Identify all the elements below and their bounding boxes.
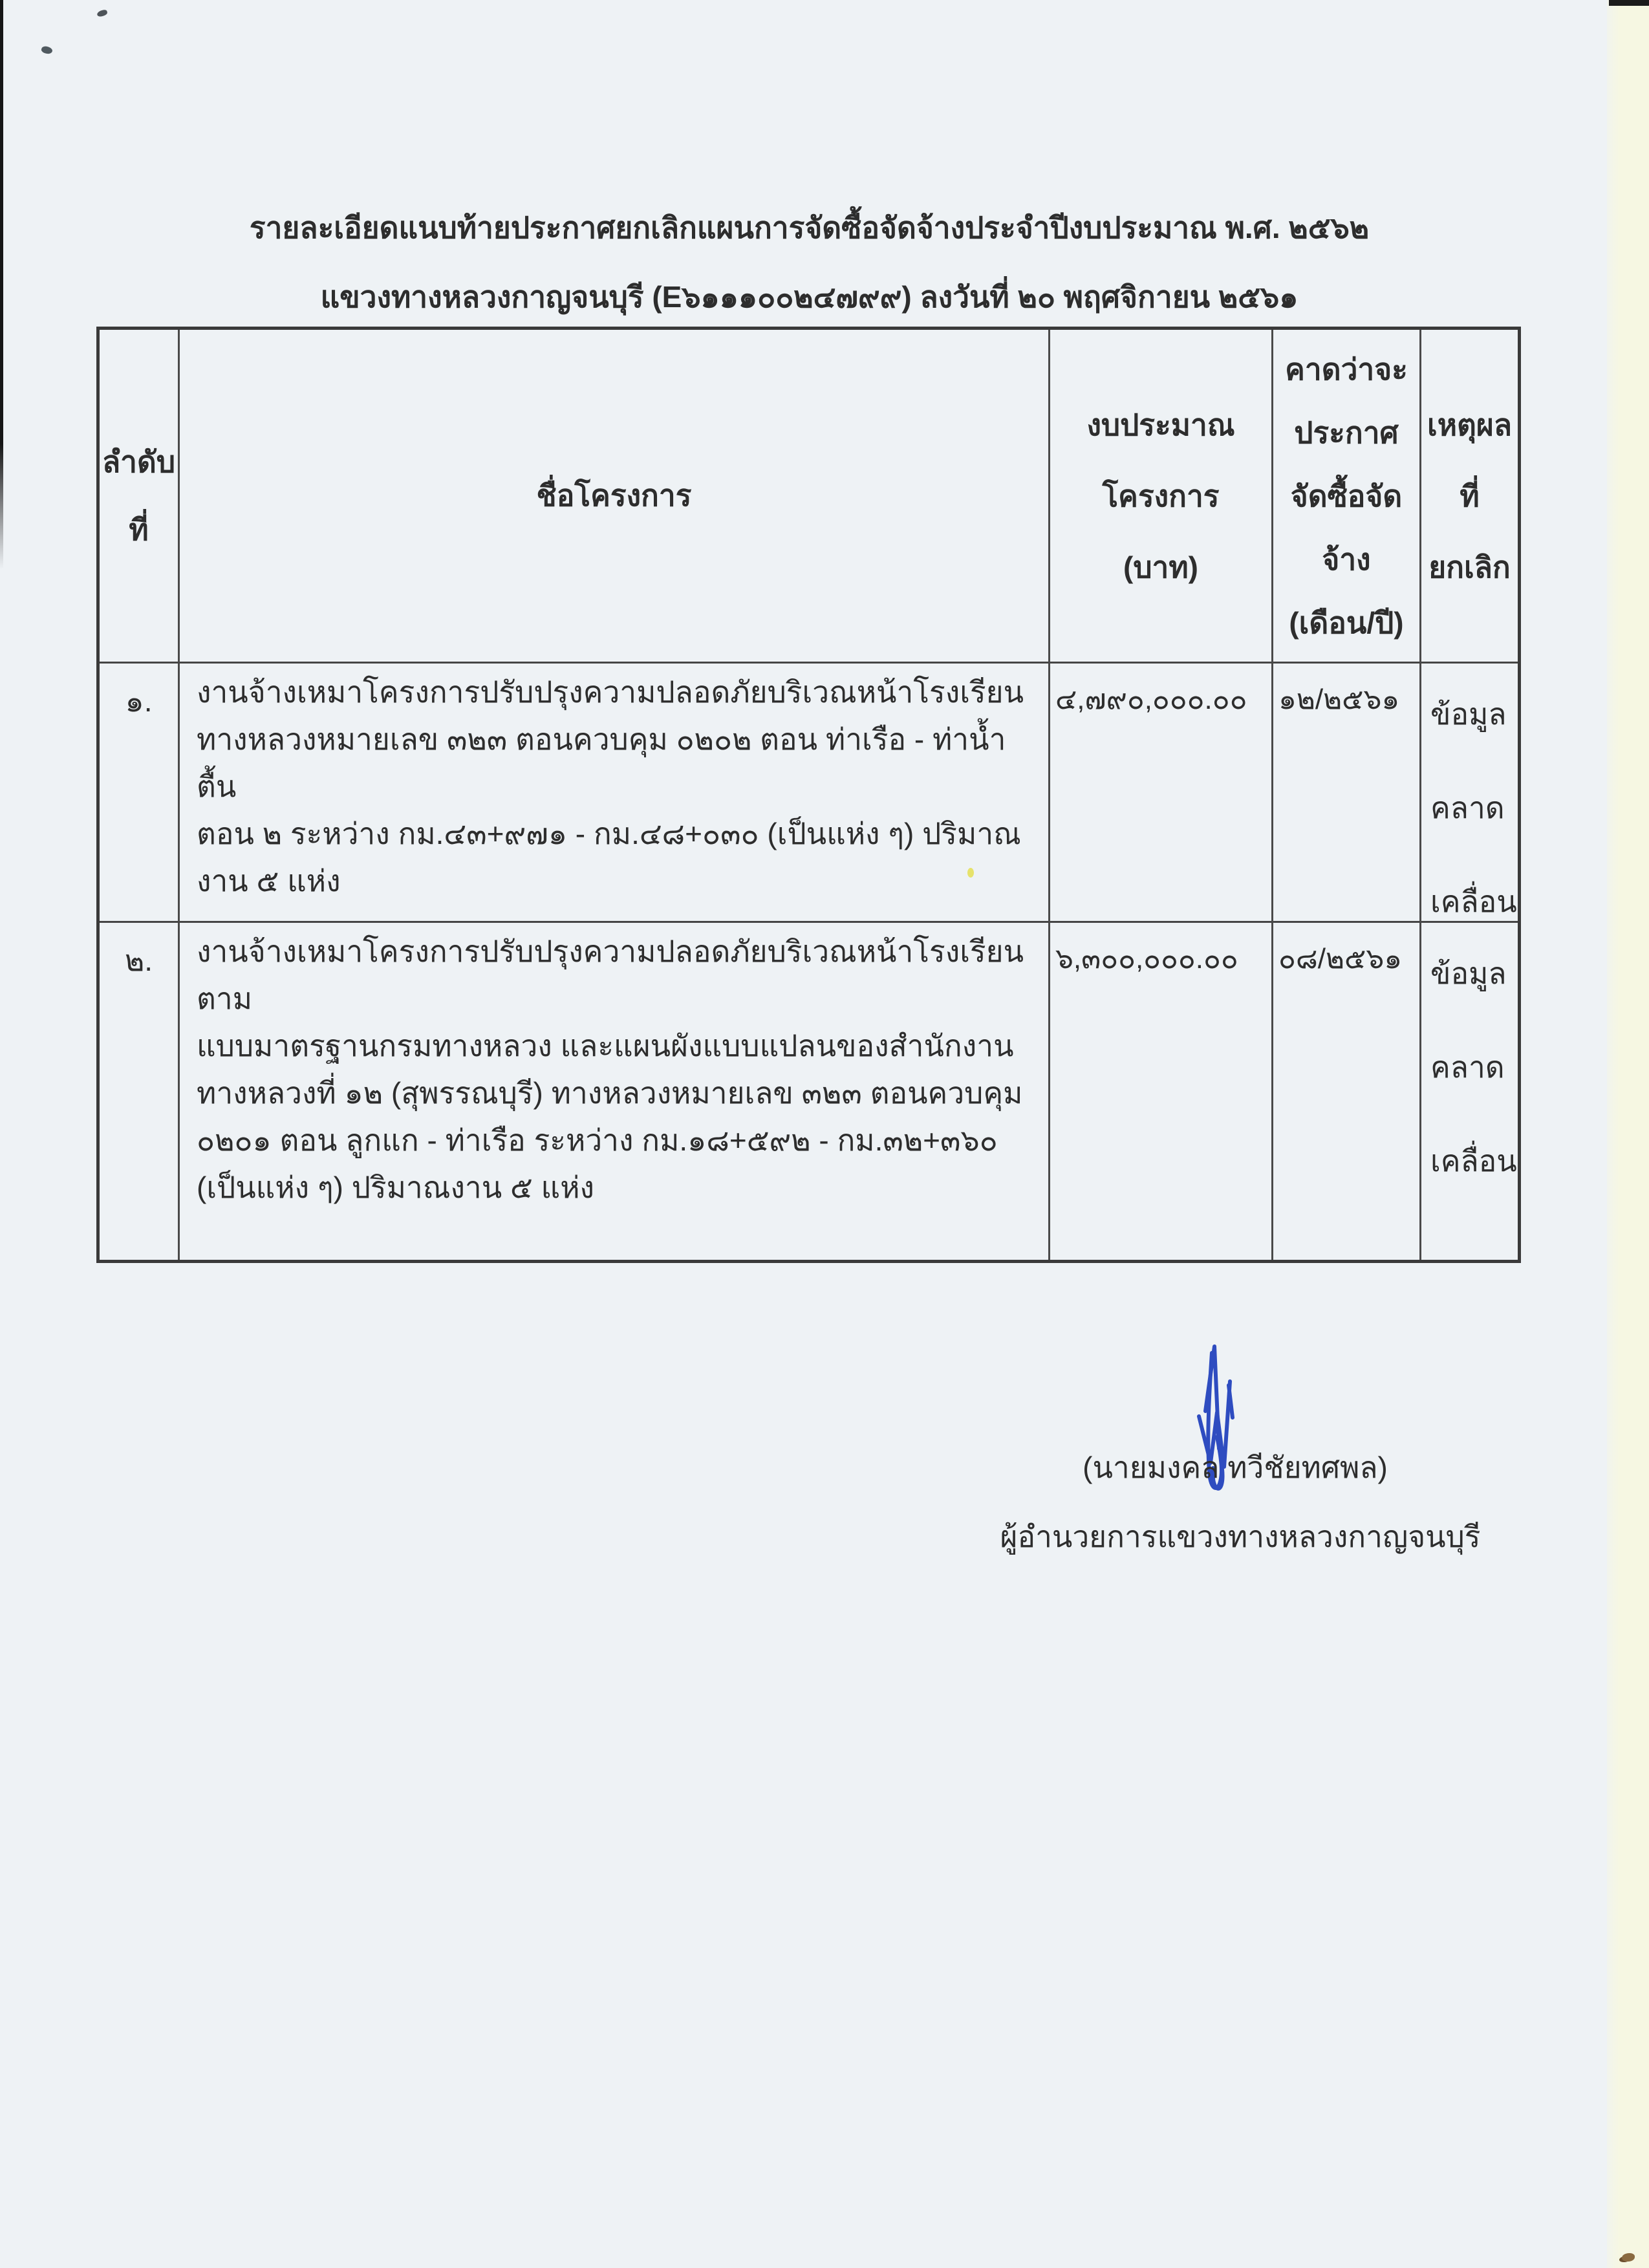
document-title-line1: รายละเอียดแนบท้ายประกาศยกเลิกแผนการจัดซื้อจัดจ้างประจำปีงบประมาณ พ.ศ. ๒๕๖๒ <box>249 211 1370 244</box>
scan-speck <box>96 9 108 17</box>
row2-budget: ๖,๓๐๐,๐๐๐.๐๐ <box>1050 923 1273 1260</box>
header-cancel-reason: เหตุผล ที่ ยกเลิก <box>1421 330 1518 664</box>
row1-no: ๑. <box>100 664 180 923</box>
header-budget: งบประมาณ โครงการ (บาท) <box>1050 330 1273 664</box>
scan-corner-mark <box>1609 0 1649 6</box>
row1-expected-announce: ๑๒/๒๕๖๑ <box>1273 664 1421 923</box>
header-no: ลำดับ ที่ <box>100 330 180 664</box>
row2-expected-announce: ๐๘/๒๕๖๑ <box>1273 923 1421 1260</box>
row1-project-name: งานจ้างเหมาโครงการปรับปรุงความปลอดภัยบริเวณหน้าโรงเรียน ทางหลวงหมายเลข ๓๒๓ ตอนควบคุม ๐๒๐๒ ตอน ท่าเรือ - ท่าน้ำตื้น ตอน ๒ ระหว่าง กม.๔๓+๙๗๑ - กม.๔๘+๐๓๐ (เป็นแห่ง ๆ) ปริมาณ งาน ๕ แห่ง <box>180 664 1050 923</box>
row1-budget: ๔,๗๙๐,๐๐๐.๐๐ <box>1050 664 1273 923</box>
scan-speck <box>41 45 54 55</box>
document-title-line2: แขวงทางหลวงกาญจนบุรี (E๖๑๑๑๐๐๒๔๗๙๙) ลงวันที่ ๒๐ พฤศจิกายน ๒๕๖๑ <box>320 280 1299 314</box>
row2-no: ๒. <box>100 923 180 1260</box>
header-expected-announce: คาดว่าจะ ประกาศ จัดซื้อจัด จ้าง (เดือน/ปี) <box>1273 330 1421 664</box>
scan-edge-strip-fade <box>1607 0 1649 2268</box>
procurement-cancellation-table <box>96 327 1521 1263</box>
signer-name: (นายมงคล ทวีชัยทศพล) <box>1083 1451 1388 1484</box>
row2-cancel-reason: ข้อมูล คลาด เคลื่อน <box>1430 956 1517 1178</box>
header-project-name: ชื่อโครงการ <box>180 330 1050 664</box>
scan-left-edge-shadow <box>0 0 3 569</box>
row1-cancel-reason: ข้อมูล คลาด เคลื่อน <box>1421 664 1518 923</box>
row2-project-name: งานจ้างเหมาโครงการปรับปรุงความปลอดภัยบริเวณหน้าโรงเรียน ตาม แบบมาตรฐานกรมทางหลวง และแผนผังแบบแปลนของสำนักงาน ทางหลวงที่ ๑๒ (สุพรรณบุรี) ทางหลวงหมายเลข ๓๒๓ ตอนควบคุม ๐๒๐๑ ตอน ลูกแก - ท่าเรือ ระหว่าง กม.๑๘+๕๙๒ - กม.๓๒+๓๖๐ (เป็นแห่ง ๆ) ปริมาณงาน ๕ แห่ง <box>180 923 1050 1260</box>
signer-position: ผู้อำนวยการแขวงทางหลวงกาญจนบุรี <box>1000 1520 1481 1553</box>
